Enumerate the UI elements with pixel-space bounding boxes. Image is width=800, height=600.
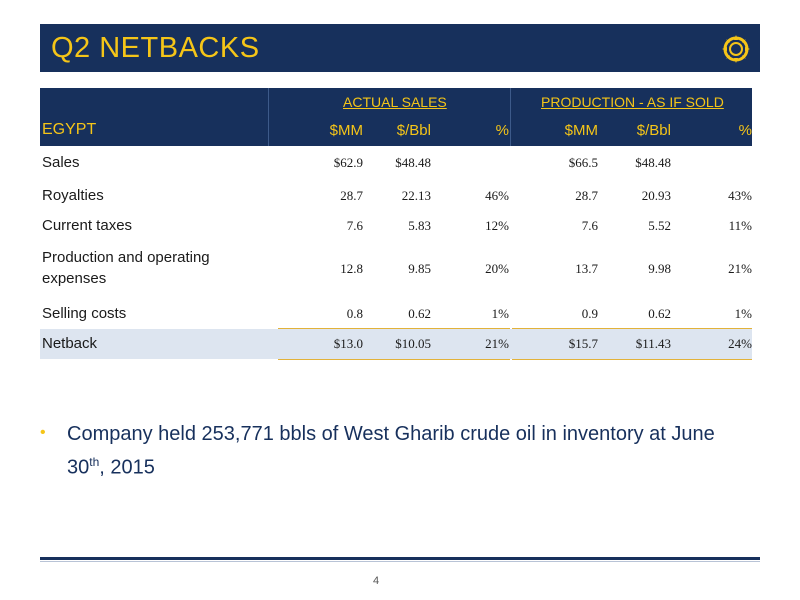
cell: 24% [728,336,752,351]
col-prod-mm: $MM [564,122,598,139]
footer-rule [40,557,760,560]
table-group-header [40,88,752,116]
cell: 28.7 [575,188,598,203]
title-bar [40,24,760,72]
row-label: Current taxes [42,217,133,234]
col-prod-bbl: $/Bbl [636,122,671,139]
col-prod-pct: % [738,122,752,139]
cell: 43% [728,188,752,203]
table-row-selling-costs [40,303,752,325]
cell: 20.93 [641,188,671,203]
cell: 9.85 [408,261,431,276]
row-label: Netback [42,335,98,352]
divider [278,359,510,360]
cell: 22.13 [401,188,431,203]
page-number: 4 [373,575,380,587]
cell: $13.0 [333,336,363,351]
cell: 0.62 [408,306,431,321]
table-row-netback [40,329,752,359]
cell: 21% [728,261,752,276]
row-label: Sales [42,154,80,171]
cell: 12.8 [340,261,363,276]
divider [512,359,752,360]
cell: 12% [485,218,509,233]
cell: $11.43 [635,336,671,351]
cell: 5.52 [648,218,671,233]
cell: $15.7 [568,336,598,351]
cell: 0.9 [581,306,598,321]
cell: 7.6 [581,218,598,233]
col-actual-bbl: $/Bbl [396,122,431,139]
sun-ring-logo-icon [720,33,752,65]
col-actual-pct: % [495,122,509,139]
cell: 46% [485,188,509,203]
cell: 11% [728,218,752,233]
cell: 20% [485,261,509,276]
table-row-sales [40,152,752,174]
row-label: Selling costs [42,305,127,322]
cell: 5.83 [408,218,431,233]
row-label: Royalties [42,187,104,204]
cell: $10.05 [395,336,431,351]
table-row-royalties [40,185,752,207]
row-label-line1: Production and operating [42,249,210,266]
bullet-text: Company held 253,771 bbls of West Gharib crude oil in inventory at June 30th, 2015 [67,423,715,479]
page-title: Q2 NETBACKS [51,32,260,64]
bullet-icon: • [40,424,46,441]
cell: 9.98 [648,261,671,276]
cell: $66.5 [568,155,598,170]
cell: $62.9 [333,155,363,170]
cell: $48.48 [635,155,671,170]
cell: 28.7 [340,188,363,203]
col-actual-mm: $MM [329,122,363,139]
cell: 21% [485,336,509,351]
cell: 13.7 [575,261,598,276]
cell: 1% [734,306,752,321]
cell: 7.6 [346,218,363,233]
table-row-production-operating-expenses [40,248,752,292]
cell: $48.48 [395,155,431,170]
cell: 0.8 [346,306,363,321]
cell: 1% [491,306,509,321]
table-column-header [40,116,752,146]
group-production-as-if-sold: PRODUCTION - AS IF SOLD [541,94,724,110]
group-actual-sales: ACTUAL SALES [343,94,447,110]
table-row-current-taxes [40,215,752,237]
row-label-line2: expenses [42,270,107,287]
cell: 0.62 [648,306,671,321]
footer-rule-thin [40,561,760,562]
region-label: EGYPT [42,121,97,138]
